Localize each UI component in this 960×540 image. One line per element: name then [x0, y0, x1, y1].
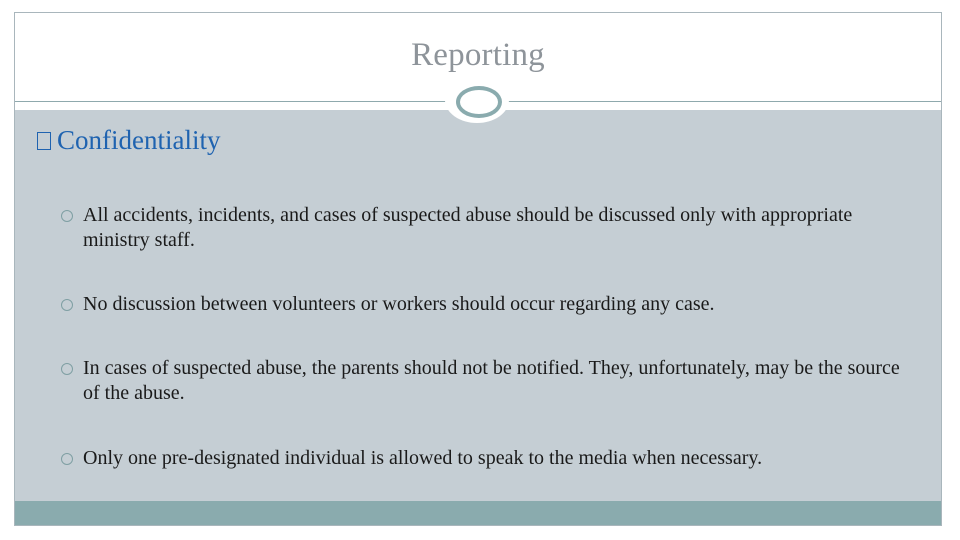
circle-bullet-icon	[61, 453, 73, 465]
section-heading	[37, 125, 220, 156]
square-bullet-icon	[37, 132, 51, 150]
bullet-text: Only one pre-designated individual is allowed to speak to the media when necessary.	[83, 447, 763, 469]
slide	[14, 12, 942, 526]
list-item	[61, 356, 921, 406]
bullet-text: All accidents, incidents, and cases of suspected abuse should be discussed only with appropriate ministry staff.	[83, 204, 853, 251]
circle-bullet-icon	[61, 210, 73, 222]
bullet-text: No discussion between volunteers or workers should occur regarding any case.	[83, 293, 715, 315]
list-item	[61, 203, 921, 253]
bullet-text: In cases of suspected abuse, the parents should not be notified. They, unfortunately, may be the source of the abuse.	[83, 357, 900, 404]
footer-band	[15, 501, 941, 525]
list-item	[61, 292, 921, 317]
circle-bullet-icon	[61, 363, 73, 375]
ring-emblem-inner	[456, 86, 502, 118]
section-heading-text: Confidentiality	[57, 125, 221, 155]
ring-emblem-icon	[445, 77, 509, 123]
list-item	[61, 446, 921, 471]
circle-bullet-icon	[61, 299, 73, 311]
slide-title: Reporting	[411, 37, 545, 73]
